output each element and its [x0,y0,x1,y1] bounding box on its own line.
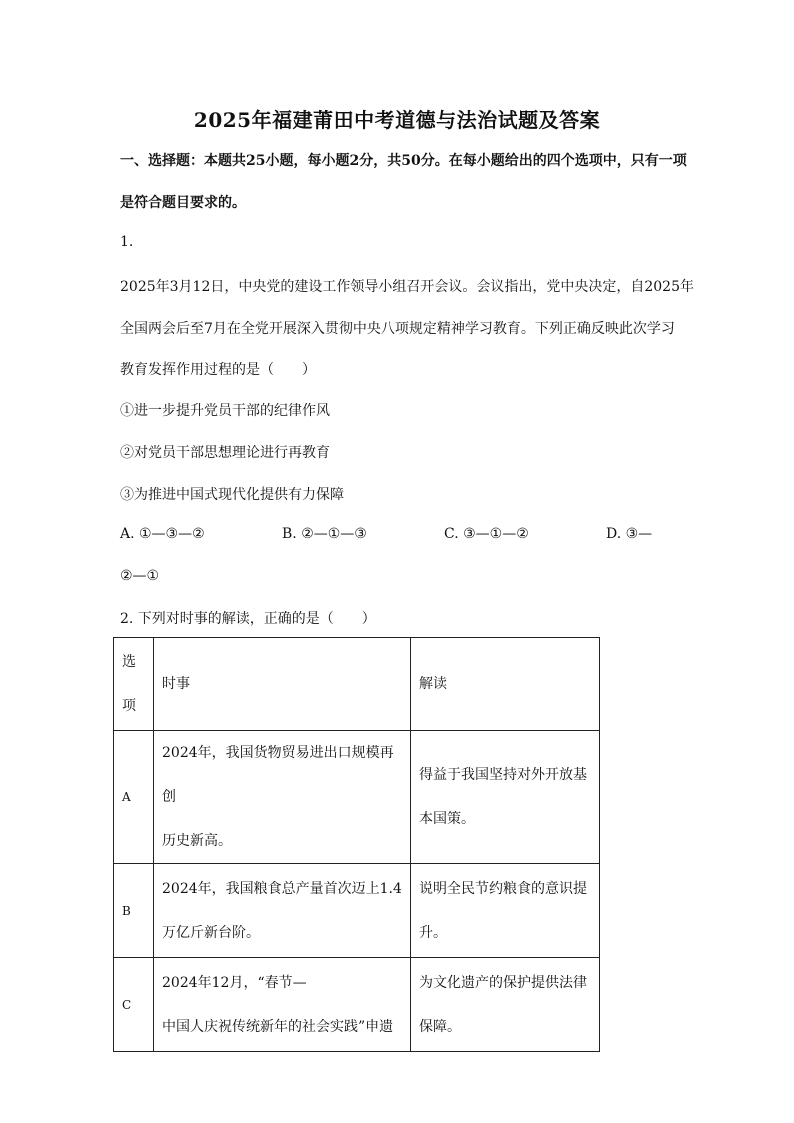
question-1-item-3: ③为推进中国式现代化提供有力保障 [120,487,344,503]
row-event-line-1: 2024年，我国货物贸易进出口规模再创 [162,745,394,805]
row-event-line-1: 2024年，我国粮食总产量首次迈上1.4 [162,880,402,897]
header-event-cell: 时事 [154,638,411,731]
question-1-item-2: ②对党员干部思想理论进行再教育 [120,445,330,461]
row-event-cell [154,731,411,864]
row-option-cell: C [114,958,154,1052]
question-1-option-c: C. ③—①—② [444,526,529,542]
section-heading-line-2: 是符合题目要求的。 [120,195,246,211]
header-reading-cell: 解读 [411,638,600,731]
section-heading-line-1: 一、选择题：本题共25小题，每小题2分，共50分。在每小题给出的四个选项中，只有一项 [120,153,687,169]
question-1-option-d-continued: ②—① [120,568,160,584]
row-event-line-2: 中国人庆祝传统新年的社会实践”申遗 [162,1018,394,1035]
question-1-stem-line-1: 2025年3月12日，中央党的建设工作领导小组召开会议。会议指出，党中央决定，自2025年 [120,279,694,295]
row-option-cell: A [114,731,154,864]
row-event-cell [154,864,411,958]
row-reading-cell [411,958,600,1052]
question-1-number: 1. [120,234,134,250]
row-event-line-2: 历史新高。 [162,833,232,849]
question-1-option-a: A. ①—③—② [120,526,205,542]
row-reading-cell [411,731,600,864]
question-1-option-d: D. ③— [606,526,653,542]
page-title: 2025年福建莆田中考道德与法治试题及答案 [193,108,601,132]
row-option-cell: B [114,864,154,958]
row-reading-line-2: 升。 [419,924,447,941]
row-event-cell [154,958,411,1052]
header-option-cell [114,638,154,731]
row-event-line-1: 2024年12月，“春节— [162,974,307,991]
row-reading-cell [411,864,600,958]
question-1-option-b: B. ②—①—③ [282,526,367,542]
row-event-line-2: 万亿斤新台阶。 [162,924,260,941]
row-reading-line-2: 保障。 [419,1018,461,1035]
question-1-stem-line-3: 教育发挥作用过程的是（ ） [120,362,316,378]
header-option-line-2: 项 [122,698,136,714]
question-1-item-1: ①进一步提升党员干部的纪律作风 [120,403,330,419]
table-row [114,958,600,1052]
row-reading-line-1: 说明全民节约粮食的意识提 [419,880,587,897]
question-2-stem: 2. 下列对时事的解读，正确的是（ ） [120,611,376,627]
row-reading-line-1: 得益于我国坚持对外开放基 [419,767,587,783]
header-option-line-1: 选 [122,654,136,670]
table-row [114,731,600,864]
row-reading-line-2: 本国策。 [419,811,475,827]
table-header-row [114,638,600,731]
table-row [114,864,600,958]
question-2-table [113,637,600,1052]
row-reading-line-1: 为文化遗产的保护提供法律 [419,974,587,991]
question-1-stem-line-2: 全国两会后至7月在全党开展深入贯彻中央八项规定精神学习教育。下列正确反映此次学习 [120,321,675,337]
